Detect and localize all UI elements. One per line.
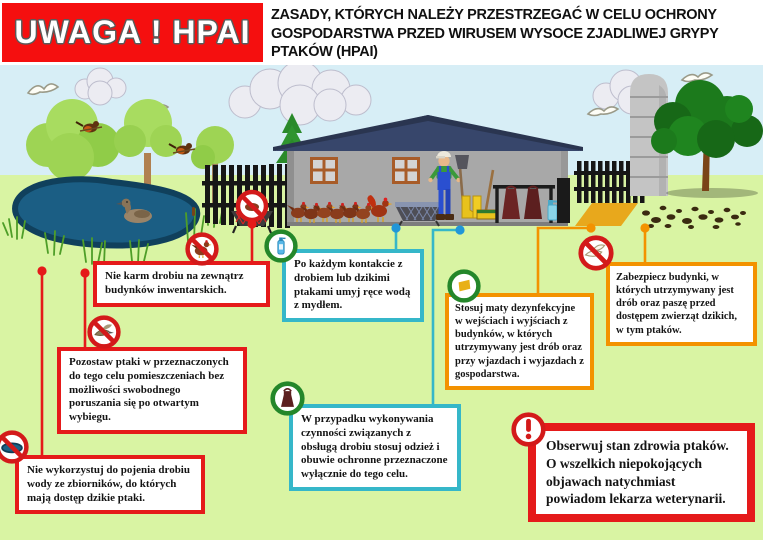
protective-apron-icon: [269, 380, 306, 417]
callout-text: Nie wykorzystuj do pojenia drobiu wody ze zbiorników, do których mają dostęp dzikie ptaki.: [27, 464, 190, 504]
barn-door: [557, 178, 570, 223]
prohibition-wild-bird-icon: [86, 314, 122, 350]
warning-exclamation-icon: [510, 411, 547, 448]
prohibition-trough-icon: [238, 192, 266, 220]
callout-observe-health: [528, 423, 755, 522]
prohibition-white-bird-icon: [577, 234, 615, 272]
callout-protective-clothing: [289, 404, 461, 491]
callout-no-feeding-outside: [93, 261, 270, 307]
callout-no-open-water: [15, 455, 205, 514]
callout-text: Po każdym kontakcie z drobiem lub dzikimi ptakami umyj ręce wodą z mydłem.: [294, 258, 411, 312]
header: [0, 0, 763, 65]
page-title: ZASADY, KTÓRYCH NALEŻY PRZESTRZEGAĆ W CELU OCHRONY GOSPODARSTWA PRZED WIRUSEM WYSOCE ZJADLIWEJ GRYPY PTAKÓW (HPAI): [271, 7, 719, 61]
callout-text: Zabezpiecz budynki, w których utrzymywany jest drób oraz paszę przed dostępem zwierząt dzikich, w tym ptaków.: [616, 272, 738, 336]
disinfection-mat-icon: [446, 268, 482, 304]
callout-text: W przypadku wykonywania czynności związanych z obsługą drobiu stosuj odzież i obuwie ochronne przeznaczone wyłącznie do tego celu.: [301, 413, 448, 480]
prohibition-pond-icon: [0, 429, 30, 465]
callout-text: Nie karm drobiu na zewnątrz budynków inwentarskich.: [105, 270, 244, 296]
warning-banner: [2, 3, 263, 62]
soap-bottle-icon: [263, 228, 299, 264]
callout-text: Obserwuj stan zdrowia ptaków. O wszelkich niepokojących objawach natychmiast powiadom lekarza weterynarii.: [546, 438, 729, 507]
callout-text: Pozostaw ptaki w przeznaczonych do tego celu pomieszczeniach bez możliwości swobodnego poruszania się po otwartym wybiegu.: [69, 356, 229, 423]
prohibition-chicken-icon: [184, 231, 220, 267]
callout-wash-hands: [282, 249, 424, 322]
callout-secure-buildings: [606, 262, 757, 346]
warning-banner-label: UWAGA ! HPAI: [14, 14, 251, 50]
callout-disinfection-mats: [445, 293, 594, 390]
callout-text: Stosuj maty dezynfekcyjne w wejściach i wyjściach z budynków, w których utrzymywany jest drób oraz przy wjazdach i wyjazdach z gospodarstwa.: [455, 303, 584, 380]
callout-keep-birds-indoors: [57, 347, 247, 434]
